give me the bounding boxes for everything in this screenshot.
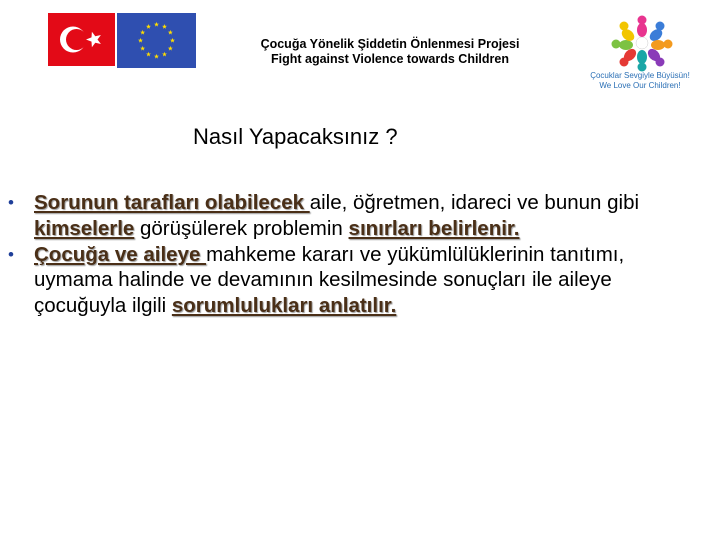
emphasis-text: Sorunun tarafları olabilecek [34,191,310,214]
slide-title: Nasıl Yapacaksınız ? [193,124,398,149]
emphasis-text: Çocuğa ve aileye [34,242,207,266]
project-header [210,37,570,67]
emphasis-text: sorumlulukları anlatılır. [171,294,397,318]
bullet-list [0,190,700,319]
logo-slogan [565,71,715,91]
bullet-item [0,190,700,242]
body-text: mahkeme kararı ve yükümlülüklerinin tanıtımı, uymama halinde ve devamının kesilmesinde sonuçları ile aileye çocuğuyla ilgili [34,242,625,318]
slogan-tr: Çocuklar Sevgiyle Büyüsün! [590,71,690,80]
project-title-tr: Çocuğa Yönelik Şiddetin Önlenmesi Projesi [260,37,520,51]
project-title-en: Fight against Violence towards Children [270,52,509,66]
body-text: görüşülerek problemin [134,216,349,240]
emphasis-text: sınırları belirlenir. [348,216,520,240]
slogan-en: We Love Our Children! [599,81,681,90]
project-logo [610,14,674,72]
bullet-marker: • [8,244,14,264]
emphasis-text: kimselerle [34,216,135,240]
bullet-marker: • [8,193,14,212]
bullet-item [0,242,700,319]
eu-flag [117,13,196,68]
body-text: aile, öğretmen, idareci ve bunun gibi [309,191,640,214]
turkish-flag [48,13,115,66]
